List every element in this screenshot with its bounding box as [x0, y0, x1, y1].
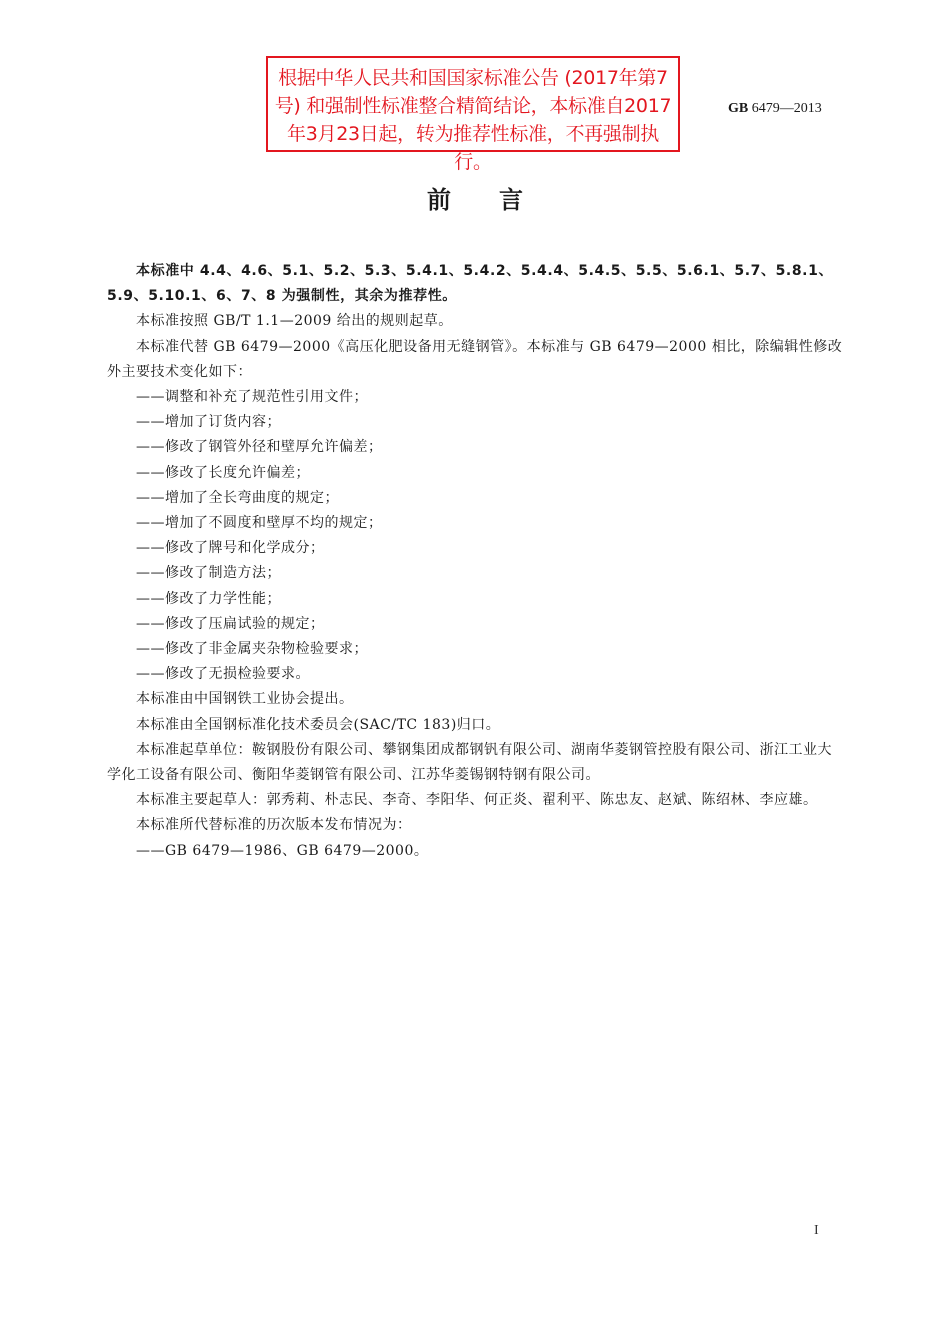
- proposed-by-paragraph: 本标准由中国钢铁工业协会提出。: [136, 691, 354, 708]
- change-item: ——调整和补充了规范性引用文件；: [136, 389, 368, 406]
- change-item: ——修改了力学性能；: [136, 590, 281, 607]
- mandatory-clauses-paragraph: 本标准中 4.4、4.6、5.1、5.2、5.3、5.4.1、5.4.2、5.4.4、5.4.5、5.5、5.6.1、5.7、5.8.1、5.9、5.10.1、6、7、8 为强制性，其余为推荐性。: [107, 263, 834, 305]
- foreword-body: [107, 259, 845, 864]
- change-item: ——修改了制造方法；: [136, 565, 281, 582]
- standard-code: [728, 101, 822, 117]
- page-number: I: [814, 1223, 819, 1238]
- change-item: ——增加了全长弯曲度的规定；: [136, 489, 339, 506]
- history-intro-paragraph: 本标准所代替标准的历次版本发布情况为：: [136, 817, 412, 834]
- standard-code-number: 6479—2013: [748, 101, 822, 116]
- drafting-rules-paragraph: 本标准按照 GB/T 1.1—2009 给出的规则起草。: [136, 313, 453, 330]
- replacement-paragraph: 本标准代替 GB 6479—2000《高压化肥设备用无缝钢管》。本标准与 GB 6479—2000 相比，除编辑性修改外主要技术变化如下：: [107, 338, 843, 380]
- notice-stamp-box: [266, 56, 680, 173]
- change-item: ——修改了长度允许偏差；: [136, 464, 310, 481]
- change-item: ——修改了无损检验要求。: [136, 666, 310, 683]
- standard-code-prefix: GB: [728, 101, 749, 116]
- page-title: 前言: [427, 186, 571, 214]
- notice-text: 根据中华人民共和国国家标准公告 (2017年第7号) 和强制性标准整合精简结论，本标准自2017年3月23日起，转为推荐性标准，不再强制执行。: [274, 67, 672, 173]
- change-item: ——修改了压扁试验的规定；: [136, 615, 325, 632]
- change-item: ——修改了钢管外径和壁厚允许偏差；: [136, 439, 383, 456]
- drafters-paragraph: 本标准主要起草人：郭秀莉、朴志民、李奇、李阳华、何正炎、翟利平、陈忠友、赵斌、陈绍林、李应雄。: [136, 792, 818, 809]
- change-item: ——修改了非金属夹杂物检验要求；: [136, 641, 368, 658]
- history-item: ——GB 6479—1986、GB 6479—2000。: [136, 842, 429, 859]
- change-item: ——增加了订货内容；: [136, 414, 281, 431]
- change-item: ——修改了牌号和化学成分；: [136, 540, 325, 557]
- drafting-units-paragraph: 本标准起草单位：鞍钢股份有限公司、攀钢集团成都钢钒有限公司、湖南华菱钢管控股有限公司、浙江工业大学化工设备有限公司、衡阳华菱钢管有限公司、江苏华菱锡钢特钢有限公司。: [107, 741, 832, 784]
- change-item: ——增加了不圆度和壁厚不均的规定；: [136, 515, 383, 532]
- centralized-by-paragraph: 本标准由全国钢标准化技术委员会(SAC/TC 183)归口。: [136, 716, 501, 733]
